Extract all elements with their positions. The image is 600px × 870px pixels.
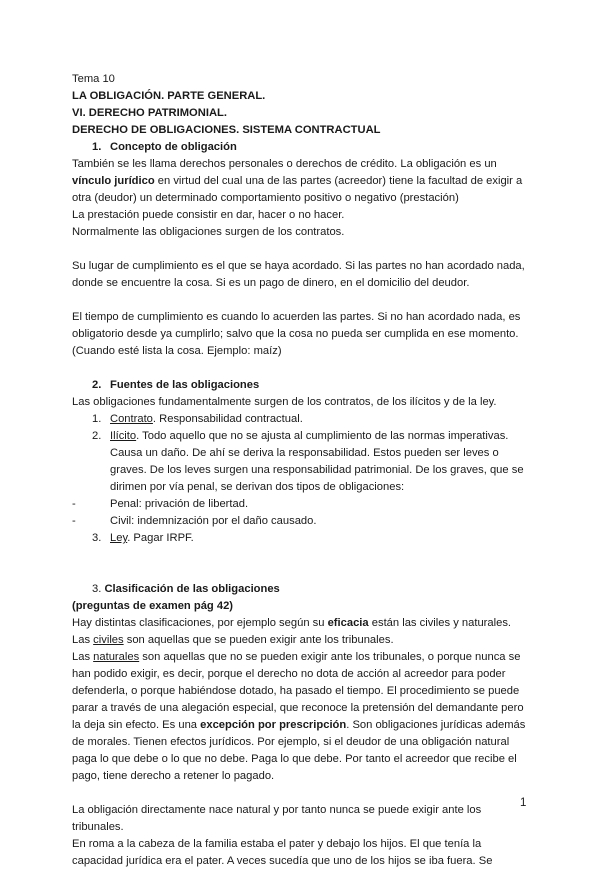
s3-line: Hay distintas clasificaciones, por ejemplo según su eficacia están las civiles y naturales.	[72, 617, 512, 629]
s3-paragraph-line: En roma a la cabeza de la familia estaba el pater y debajo los hijos. El que tenía la	[72, 838, 482, 850]
time-paragraph-line: obligatorio desde ya cumplirlo; salvo que la cosa no pueda ser cumplida en ese momento.	[72, 328, 519, 340]
source-item-law: 3. Ley. Pagar IRPF.	[92, 532, 194, 544]
page-number: 1	[520, 797, 527, 809]
s3-line: de morales. Tienen efectos jurídicos. Por ejemplo, si el deudor de una obligación natural	[72, 736, 510, 748]
place-paragraph-line: donde se encuentre la cosa. Si es un pago de dinero, en el domicilio del deudor.	[72, 277, 470, 289]
s3-line: han podido exigir, es decir, porque el derecho no dota de acción al acreedor para poder	[72, 668, 506, 680]
time-paragraph-line: El tiempo de cumplimiento es cuando lo acuerden las partes. Si no han acordado nada, es	[72, 311, 521, 323]
illicit-line: Causa un daño. De ahí se deriva la responsabilidad. Estos pueden ser leves o	[110, 447, 499, 459]
topic-label: Tema 10	[72, 73, 115, 85]
s1-line: La prestación puede consistir en dar, hacer o no hacer.	[72, 209, 345, 221]
s1-line: También se les llama derechos personales o derechos de crédito. La obligación es un	[72, 158, 497, 170]
title-section: DERECHO DE OBLIGACIONES. SISTEMA CONTRACTUAL	[72, 124, 381, 136]
section2-heading: 2. Fuentes de las obligaciones	[92, 379, 260, 391]
title-main: LA OBLIGACIÓN. PARTE GENERAL.	[72, 90, 266, 102]
place-paragraph-line: Su lugar de cumplimiento es el que se haya acordado. Si las partes no han acordado nada,	[72, 260, 525, 272]
dash-item-civil: - Civil: indemnización por el daño causado.	[72, 515, 317, 527]
illicit-line: dirimen por vía penal, se derivan dos tipos de obligaciones:	[110, 481, 405, 493]
s3-line: defenderla, o porque habiéndose dotado, ha pasado el tiempo. El procedimiento se puede	[72, 685, 520, 697]
section1-heading: 1. Concepto de obligación	[92, 141, 237, 153]
document-page	[72, 71, 532, 870]
illicit-line: graves. De los leves surgen una responsabilidad patrimonial. De los graves, que se	[110, 464, 524, 476]
s3-line: la deja sin efecto. Es una excepción por prescripción. Son obligaciones jurídicas además	[72, 719, 526, 731]
section3-heading: 3. Clasificación de las obligaciones	[92, 583, 280, 595]
s3-paragraph-line: La obligación directamente nace natural y por tanto nunca se puede exigir ante los	[72, 804, 482, 816]
s3-line: Las naturales son aquellas que no se pueden exigir ante los tribunales, o porque nunca se	[72, 651, 521, 663]
s3-line: paga lo que debe o lo que no debe. Paga lo que debe. Por tanto el acreedor que recibe el	[72, 753, 517, 765]
dash-item-penal: - Penal: privación de libertad.	[72, 498, 249, 510]
s2-intro: Las obligaciones fundamentalmente surgen de los contratos, de los ilícitos y de la ley.	[72, 396, 497, 408]
source-item-contract: 1. Contrato. Responsabilidad contractual.	[92, 413, 303, 425]
s3-line: pago, tiene derecho a retener lo pagado.	[72, 770, 275, 782]
s3-line: parar a través de una alegación especial, que reconoce la pretensión del demandante pero	[72, 702, 524, 714]
s3-line: Las civiles son aquellas que se pueden exigir ante los tribunales.	[72, 634, 394, 646]
s3-paragraph-line: tribunales.	[72, 821, 124, 833]
s1-line: vínculo jurídico en virtud del cual una de las partes (acreedor) tiene la facultad de exigir a	[72, 175, 523, 187]
s3-paragraph-line: capacidad jurídica era el pater. A veces sucedía que uno de los hijos se iba fuera. Se	[72, 855, 493, 867]
s1-line: Normalmente las obligaciones surgen de los contratos.	[72, 226, 345, 238]
section3-subheading: (preguntas de examen pág 42)	[72, 600, 234, 612]
source-item-illicit: 2. Ilícito. Todo aquello que no se ajusta al cumplimiento de las normas imperativas.	[92, 430, 509, 442]
title-part: VI. DERECHO PATRIMONIAL.	[72, 107, 227, 119]
s1-line: otra (deudor) un determinado comportamiento positivo o negativo (prestación)	[72, 192, 459, 204]
time-paragraph-line: (Cuando esté lista la cosa. Ejemplo: maíz)	[72, 345, 282, 357]
